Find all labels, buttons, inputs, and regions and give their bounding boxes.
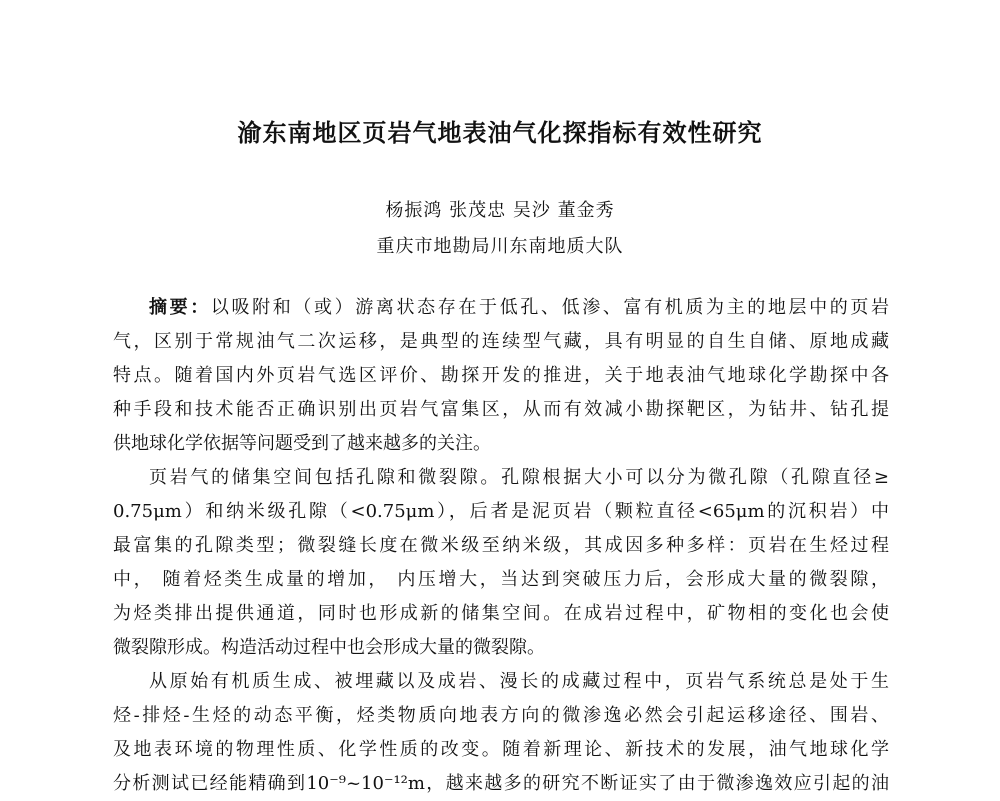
author-list: 杨振鸿 张茂忠 吴沙 董金秀 [385, 200, 615, 221]
text-line-content: 以吸附和（或）游离状态存在于低孔、低渗、富有机质为主的地层中的页岩 [210, 297, 890, 318]
text-line [113, 291, 889, 325]
text-line: 种手段和技术能否正确识别出页岩气富集区，从而有效减小勘探靶区，为钻井、钻孔提 [113, 399, 889, 420]
abstract-label: 摘要： [149, 297, 211, 318]
text-line: 0.75μm）和纳米级孔隙（<0.75μm），后者是泥页岩（颗粒直径<65μm的沉积岩）中 [113, 501, 889, 522]
text-line: 页岩气的储集空间包括孔隙和微裂隙。孔隙根据大小可以分为微孔隙（孔隙直径≥ [149, 467, 889, 488]
text-line: 气，区别于常规油气二次运移，是典型的连续型气藏，具有明显的自生自储、原地成藏 [113, 331, 889, 352]
text-line: 中， 随着烃类生成量的增加， 内压增大，当达到突破压力后，会形成大量的微裂隙， [113, 569, 889, 590]
text-line: 供地球化学依据等问题受到了越来越多的关注。 [113, 433, 491, 454]
text-line: 特点。随着国内外页岩气选区评价、勘探开发的推进，关于地表油气地球化学勘探中各 [113, 365, 889, 386]
text-line: 微裂隙形成。构造活动过程中也会形成大量的微裂隙。 [113, 637, 545, 658]
text-line: 及地表环境的物理性质、化学性质的改变。随着新理论、新技术的发展，油气地球化学 [113, 739, 889, 760]
author-affiliation: 重庆市地勘局川东南地质大队 [376, 236, 624, 257]
text-line: 为烃类排出提供通道，同时也形成新的储集空间。在成岩过程中，矿物相的变化也会使 [113, 603, 889, 624]
paper-title: 渝东南地区页岩气地表油气化探指标有效性研究 [237, 119, 763, 147]
text-line: 分析测试已经能精确到10⁻⁹~10⁻¹²m，越来越多的研究不断证实了由于微渗逸效应引起的油 [113, 773, 889, 794]
text-line: 烃-排烃-生烃的动态平衡，烃类物质向地表方向的微渗逸必然会引起运移途径、围岩、 [113, 705, 889, 726]
text-line: 从原始有机质生成、被埋藏以及成岩、漫长的成藏过程中，页岩气系统总是处于生 [149, 671, 889, 692]
text-line: 最富集的孔隙类型；微裂缝长度在微米级至纳米级，其成因多种多样：页岩在生烃过程 [113, 535, 889, 556]
abstract-body [113, 291, 889, 801]
